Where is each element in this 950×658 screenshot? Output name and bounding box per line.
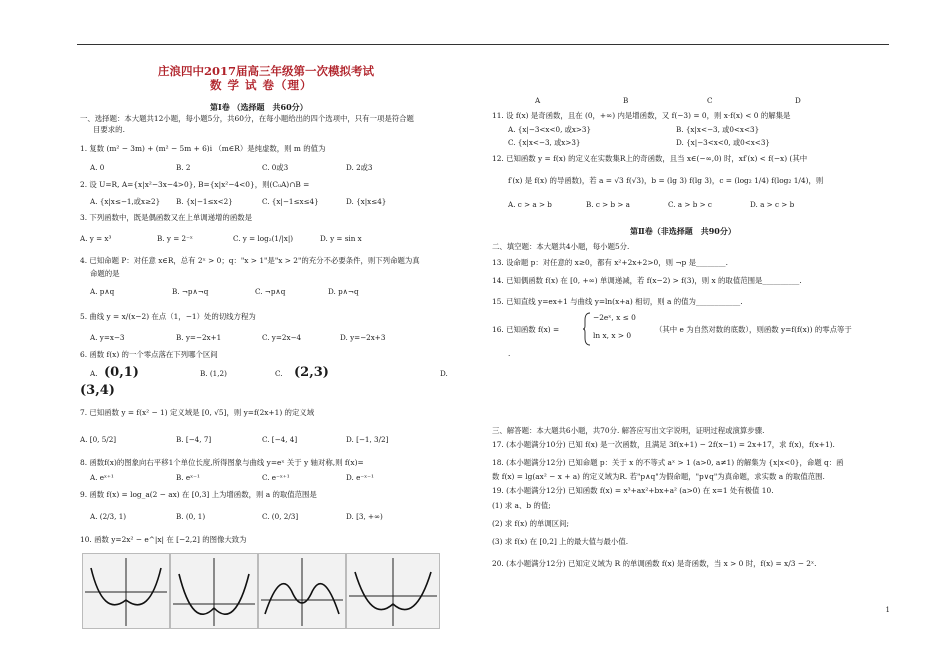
- q12-stem-line2: f′(x) 是 f(x) 的导函数)，若 a = √3 f(√3)，b = (lg 3) f(lg 3)，c = (log₂ 1/4) f(log₂ 1/4)，则: [508, 176, 824, 185]
- q5-option-d: D. y=−2x+3: [340, 333, 386, 342]
- exam-subtitle: 数 学 试 卷（理）: [210, 78, 313, 92]
- q2-option-d: D. {x|x≤4}: [346, 197, 387, 206]
- q16-piece1: −2eˣ, x ≤ 0: [593, 313, 636, 322]
- intro-line1: 一、选择题：本大题共12小题，每小题5分，共60分，在每小题给出的四个选项中，只有一项是符合题: [80, 114, 414, 123]
- q3-option-c: C. y = log₂(1/|x|): [233, 234, 294, 243]
- q6-option-a: (0,1): [104, 365, 139, 380]
- q11-option-a: A. {x|−3<x<0, 或x>3}: [508, 125, 592, 134]
- q10-graph-a: [82, 553, 170, 629]
- part1-heading: 第Ⅰ卷 （选择题 共60分）: [210, 102, 308, 112]
- q10-graph-b: [170, 553, 258, 629]
- q10-label-d: D: [795, 96, 801, 105]
- q16-stem-end: （其中 e 为自然对数的底数），则函数 y=f(f(x)) 的零点等于: [655, 325, 852, 334]
- q3-stem: 3. 下列函数中，既是偶函数又在上单调递增的函数是: [80, 213, 252, 222]
- q6-option-a-label: A.: [90, 369, 98, 378]
- q19-part3: (3) 求 f(x) 在 [0,2] 上的最大值与最小值.: [492, 537, 629, 546]
- q19-part2: (2) 求 f(x) 的单调区间;: [492, 519, 570, 528]
- q7-option-a: A. [0, 5/2]: [80, 435, 117, 444]
- q3-option-d: D. y = sin x: [320, 234, 362, 243]
- q16-period: .: [508, 349, 511, 358]
- q7-option-c: C. [−4, 4]: [262, 435, 298, 444]
- q2-stem: 2. 设 U=R, A={x|x²−3x−4>0}, B={x|x²−4<0}，则(CᵤA)∩B =: [80, 180, 310, 189]
- fill-heading: 二、填空题：本大题共4小题，每小题5分.: [492, 242, 630, 251]
- q6-stem: 6. 函数 f(x) 的一个零点落在下列哪个区间: [80, 350, 218, 359]
- q15: 15. 已知直线 y=ex+1 与曲线 y=ln(x+a) 相切，则 a 的值为____________.: [492, 297, 743, 306]
- q6-option-b: B. (1,2): [200, 369, 227, 378]
- q12-option-b: B. c > b > a: [586, 200, 630, 209]
- q2-option-c: C. {x|−1≤x≤4}: [262, 197, 319, 206]
- q12-option-a: A. c > a > b: [508, 200, 552, 209]
- q6-option-c-label: C.: [275, 369, 283, 378]
- q2-option-b: B. {x|−1≤x<2}: [176, 197, 233, 206]
- q11-option-b: B. {x|x<−3, 或0<x<3}: [676, 125, 760, 134]
- q20-stem: 20. (本小题满分12分) 已知定义域为 R 的单调函数 f(x) 是奇函数，当 x > 0 时，f(x) = x/3 − 2ˣ.: [492, 559, 817, 568]
- q18-line2: 数 f(x) = lg(ax² − x + a) 的定义域为R. 若"p∧q"为假命题，"p∨q"为真命题，求实数 a 的取值范围.: [492, 472, 825, 481]
- q5-option-b: B. y=−2x+1: [176, 333, 222, 342]
- q11-stem: 11. 设 f(x) 是奇函数，且在 (0，+∞) 内是增函数，又 f(−3) = 0，则 x·f(x) < 0 的解集是: [492, 111, 791, 120]
- page-number: 1: [885, 606, 890, 614]
- q4-option-a: A. p∧q: [90, 287, 115, 296]
- q12-option-d: D. a > c > b: [750, 200, 795, 209]
- q7-option-d: D. [−1, 3/2]: [346, 435, 389, 444]
- q8-stem: 8. 函数f(x)的图象向右平移1个单位长度,所得图象与曲线 y=eˣ 关于 y 轴对称,则 f(x)=: [80, 458, 364, 467]
- q6-option-d-label: D.: [440, 369, 448, 378]
- q4-option-c: C. ¬p∧q: [255, 287, 286, 296]
- q4-option-b: B. ¬p∧¬q: [172, 287, 209, 296]
- q11-option-c: C. {x|x<−3, 或x>3}: [508, 138, 581, 147]
- part2-heading: 第Ⅱ卷（非选择题 共90分）: [630, 226, 736, 236]
- q16-brace: [583, 312, 591, 346]
- q16-stem-start: 16. 已知函数 f(x) =: [492, 325, 560, 334]
- q17: 17. (本小题满分10分) 已知 f(x) 是一次函数，且满足 3f(x+1) − 2f(x−1) = 2x+17，求 f(x)，f(x+1).: [492, 440, 835, 449]
- q7-option-b: B. [−4, 7]: [176, 435, 212, 444]
- q10-label-c: C: [707, 96, 713, 105]
- q12-stem-line1: 12. 已知函数 y = f(x) 的定义在实数集R上的奇函数，且当 x∈(−∞,0) 时，xf′(x) < f(−x) (其中: [492, 154, 808, 163]
- q19-stem: 19. (本小题满分12分) 已知函数 f(x) = x³+ax²+bx+a² (a>0) 在 x=1 处有极值 10.: [492, 486, 774, 495]
- q10-label-b: B: [623, 96, 629, 105]
- q1-option-b: B. 2: [176, 163, 191, 172]
- q10-stem: 10. 函数 y=2x² − e^|x| 在 [−2,2] 的图像大致为: [80, 535, 247, 544]
- q3-option-b: B. y = 2⁻ˣ: [157, 234, 193, 243]
- q8-option-b: B. eˣ⁻¹: [176, 473, 200, 482]
- q10-graph-c: [258, 553, 346, 629]
- q11-option-d: D. {x|−3<x<0, 或0<x<3}: [676, 138, 770, 147]
- q19-part1: (1) 求 a、b 的值;: [492, 501, 551, 510]
- q5-stem: 5. 曲线 y = x/(x−2) 在点（1，−1）处的切线方程为: [80, 312, 256, 321]
- q12-option-c: C. a > b > c: [668, 200, 712, 209]
- q18-line1: 18. (本小题满分12分) 已知命题 p：关于 x 的不等式 aˣ > 1 (a>0, a≠1) 的解集为 {x|x<0}，命题 q：函: [492, 458, 844, 467]
- q3-option-a: A. y = x³: [80, 234, 112, 243]
- q9-stem: 9. 函数 f(x) = log_a(2 − ax) 在 [0,3] 上为增函数，则 a 的取值范围是: [80, 490, 317, 499]
- q1-stem: 1. 复数 (m² − 3m) + (m² − 5m + 6)i （m∈R）是纯虚数，则 m 的值为: [80, 144, 326, 153]
- q2-option-a: A. {x|x≤−1,或x≥2}: [90, 197, 161, 206]
- q1-option-c: C. 0或3: [262, 163, 289, 172]
- header-rule: [77, 44, 889, 45]
- q9-option-a: A. (2/3, 1): [90, 512, 127, 521]
- exam-title: 庄浪四中2017届高三年级第一次模拟考试: [158, 64, 375, 78]
- q16-piece2: ln x, x > 0: [593, 331, 632, 340]
- q1-option-d: D. 2或3: [346, 163, 373, 172]
- intro-line2: 目要求的.: [93, 125, 125, 134]
- q7-stem: 7. 已知函数 y = f(x² − 1) 定义域是 [0, √5]，则 y=f(2x+1) 的定义域: [80, 408, 315, 417]
- q5-option-a: A. y=x−3: [90, 333, 125, 342]
- answer-heading: 三、解答题：本大题共6小题，共70分. 解答应写出文字说明，证明过程或演算步骤.: [492, 426, 765, 435]
- q1-option-a: A. 0: [90, 163, 105, 172]
- q8-option-a: A. eˣ⁺¹: [90, 473, 114, 482]
- q8-option-d: D. e⁻ˣ⁻¹: [346, 473, 374, 482]
- q14: 14. 已知偶函数 f(x) 在 [0, +∞) 单调递减，若 f(x−2) > f(3)，则 x 的取值范围是__________.: [492, 276, 802, 285]
- q4-option-d: D. p∧¬q: [328, 287, 359, 296]
- q9-option-b: B. (0, 1): [176, 512, 206, 521]
- q9-option-c: C. (0, 2/3]: [262, 512, 299, 521]
- q4-stem-line1: 4. 已知命题 P：对任意 x∈R，总有 2ˣ > 0；q："x > 1"是"x > 2"的充分不必要条件，则下列命题为真: [80, 256, 420, 265]
- q8-option-c: C. e⁻ˣ⁺¹: [262, 473, 290, 482]
- q6-option-d: (3,4): [80, 383, 115, 398]
- q6-option-c: (2,3): [294, 365, 329, 380]
- q9-option-d: D. [3, +∞): [346, 512, 383, 521]
- q10-label-a: A: [535, 96, 541, 105]
- q10-graph-d: [346, 553, 440, 629]
- q5-option-c: C. y=2x−4: [262, 333, 302, 342]
- q13: 13. 设命题 p：对任意的 x≥0，都有 x²+2x+2>0，则 ¬p 是________.: [492, 258, 728, 267]
- q4-stem-line2: 命题的是: [90, 269, 120, 278]
